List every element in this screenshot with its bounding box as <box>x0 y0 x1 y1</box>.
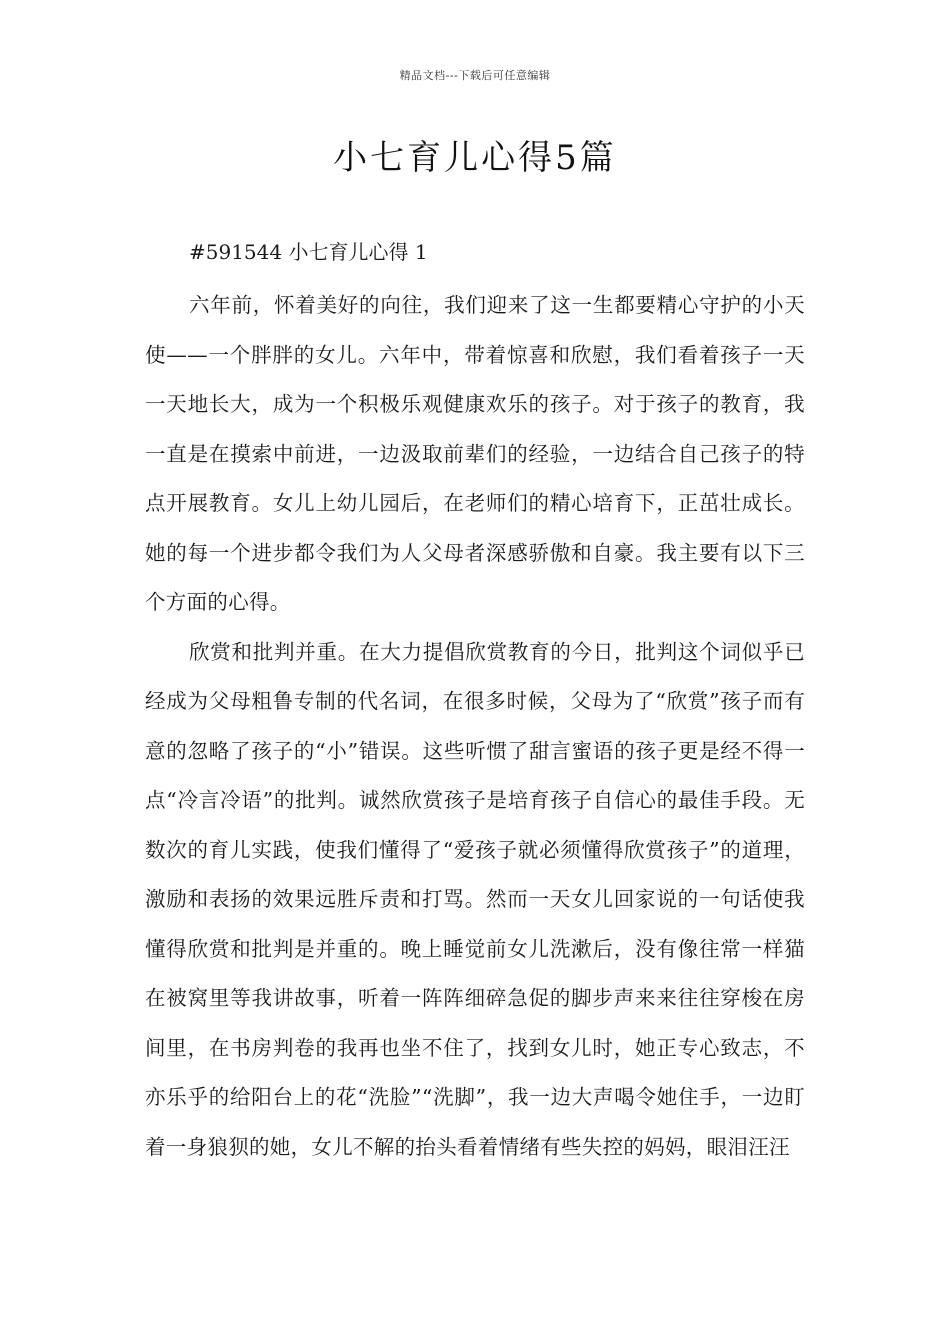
section-heading: #591544 小七育儿心得 1 <box>189 240 428 264</box>
paragraph-1: 六年前，怀着美好的向往，我们迎来了这一生都要精心守护的小天使——一个胖胖的女儿。六年中，带着惊喜和欣慰，我们看着孩子一天一天地长大，成为一个积极乐观健康欢乐的孩子。对于孩子的教育，我一直是在摸索中前进，一边汲取前辈们的经验，一边结合自己孩子的特点开展教育。女儿上幼儿园后，在老师们的精心培育下，正茁壮成长。她的每一个进步都令我们为人父母者深感骄傲和自豪。我主要有以下三个方面的心得。 <box>145 293 805 614</box>
header-note: 精品文档---下载后可任意编辑 <box>399 69 551 82</box>
document-body <box>145 232 805 1172</box>
document-title: 小七育儿心得5篇 <box>333 138 617 178</box>
paragraph-2: 欣赏和批判并重。在大力提倡欣赏教育的今日，批判这个词似乎已经成为父母粗鲁专制的代名词，在很多时候，父母为了“欣赏”孩子而有意的忽略了孩子的“小”错误。这些听惯了甜言蜜语的孩子更是经不得一点“冷言冷语”的批判。诚然欣赏孩子是培育孩子自信心的最佳手段。无数次的育儿实践，使我们懂得了“爱孩子就必须懂得欣赏孩子”的道理，激励和表扬的效果远胜斥责和打骂。然而一天女儿回家说的一句话使我懂得欣赏和批判是并重的。晚上睡觉前女儿洗漱后，没有像往常一样猫在被窝里等我讲故事，听着一阵阵细碎急促的脚步声来来往往穿梭在房间里，在书房判卷的我再也坐不住了，找到女儿时，她正专心致志，不亦乐乎的给阳台上的花“洗脸”“洗脚”，我一边大声喝令她住手，一边盯着一身狼狈的她，女儿不解的抬头看着情绪有些失控的妈妈，眼泪汪汪 <box>145 639 805 1159</box>
